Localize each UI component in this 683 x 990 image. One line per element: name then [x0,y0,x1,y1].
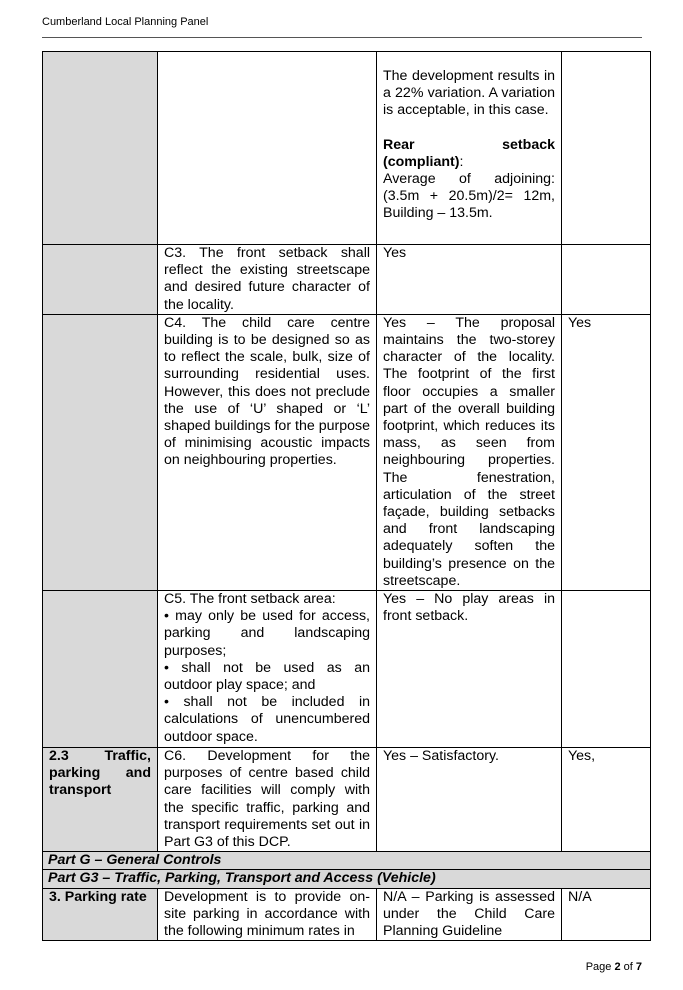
compliance-cell [562,591,651,748]
proposal-cell: Yes [377,245,562,315]
part-g-heading: Part G – General Controls [43,852,651,870]
part-heading-row [43,852,651,870]
requirement-cell: Development is to provide on-site parking in accordance with the following minimum rates in [158,888,377,941]
proposal-cell: N/A – Parking is assessed under the Child Care Planning Guideline [377,888,562,941]
page-total: 7 [635,961,642,973]
table-row [43,748,651,852]
part-heading-row [43,870,651,888]
table-row [43,591,651,748]
c5-bullet: • shall not be used as an outdoor play space; and [164,659,370,694]
requirement-cell: C3. The front setback shall reflect the existing streetscape and desired future character of the locality. [158,245,377,315]
compliance-cell: Yes, [562,748,651,852]
page-number: 2 [614,961,621,973]
rear-setback-heading: Rear setback (compliant): [383,136,555,170]
table-row [43,888,651,941]
control-section-cell: 2.3 Traffic, parking and transport [43,748,158,852]
control-section-cell [43,591,158,748]
proposal-cell: Yes – Satisfactory. [377,748,562,852]
part-g3-heading: Part G3 – Traffic, Parking, Transport and Access (Vehicle) [43,870,651,888]
table-row [43,245,651,315]
proposal-cell: Yes – The proposal maintains the two-storey character of the locality. The footprint of the first floor occupies a smaller part of the overall building footprint, which reduces its mass, as seen from neighbouring properties. The fenestration, articulation of the street façade, building setbacks and front landscaping adequately soften the building’s presence on the streetscape. [377,314,562,590]
compliance-cell: Yes [562,314,651,590]
compliance-table [42,51,651,941]
compliance-cell: N/A [562,888,651,941]
page-header [42,14,642,38]
table-row [43,314,651,590]
page-footer: Page 2 of 7 [585,961,642,973]
control-section-cell [43,52,158,245]
variation-text: The development results in a 22% variation. A variation is acceptable, in this case. [383,68,555,119]
proposal-cell: Yes – No play areas in front setback. [377,591,562,748]
compliance-cell [562,52,651,245]
control-section-cell [43,245,158,315]
rear-setback-text: Average of adjoining: (3.5m + 20.5m)/2= 12m, Building – 13.5m. [383,171,555,222]
compliance-cell [562,245,651,315]
table-row [43,52,651,245]
requirement-cell [158,52,377,245]
control-section-cell: 3. Parking rate [43,888,158,941]
header-title: Cumberland Local Planning Panel [42,16,209,28]
requirement-cell: C4. The child care centre building is to be designed so as to reflect the scale, bulk, size of surrounding residential uses. However, this does not preclude the use of ‘U’ shaped or ‘L’ shaped buildings for the purpose of minimising acoustic impacts on neighbouring properties. [158,314,377,590]
requirement-cell [158,591,377,748]
c5-bullet: • shall not be included in calculations of unencumbered outdoor space. [164,694,370,745]
c5-intro: C5. The front setback area: [164,591,336,608]
c5-bullet: • may only be used for access, parking and landscaping purposes; [164,608,370,659]
control-section-cell [43,314,158,590]
requirement-cell: C6. Development for the purposes of centre based child care facilities will comply with the specific traffic, parking and transport requirements set out in Part G3 of this DCP. [158,748,377,852]
proposal-cell [377,52,562,245]
